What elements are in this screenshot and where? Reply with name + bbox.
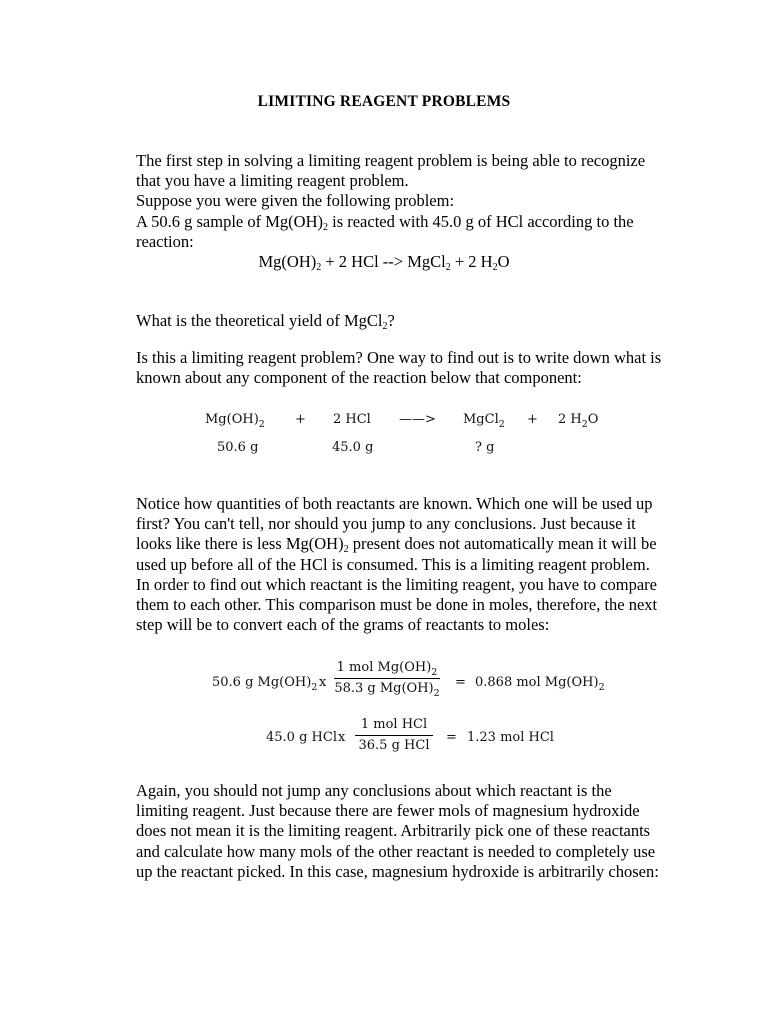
- product-h2o: 2 $H_2O$: [558, 412, 599, 430]
- quantity-mgoh2: 50.6 g: [217, 440, 259, 455]
- conversion-left: 45.0 g HCl: [266, 730, 337, 745]
- reactant-hcl: 2 HCl: [333, 412, 371, 427]
- paragraph-line: them to each other. This comparison must be done in moles, therefore, the next: [136, 595, 658, 615]
- quantity-mgcl2: ? g: [475, 440, 495, 455]
- fraction-numerator: 1 mol $Mg(OH)_2$: [336, 660, 438, 678]
- fraction-bar: [355, 735, 433, 736]
- paragraph-line: does not mean it is the limiting reagent. Arbitrarily pick one of these reactants: [136, 821, 651, 841]
- fraction-denominator: 58.3 g $Mg(OH)_2$: [334, 681, 440, 699]
- plus-sign: +: [295, 412, 306, 427]
- page-title: LIMITING REAGENT PROBLEMS: [257, 93, 511, 110]
- conversion-left: 50.6 g $Mg(OH)_2$: [212, 675, 318, 693]
- intro-line: that you have a limiting reagent problem.: [136, 171, 409, 191]
- paragraph-line: limiting reagent. Just because there are fewer mols of magnesium hydroxide: [136, 801, 640, 821]
- intro-line: A 50.6 g sample of $Mg(OH)_2$ is reacted with 45.0 g of HCl according to the: [136, 211, 634, 233]
- intro-line: The first step in solving a limiting reagent problem is being able to recognize: [136, 151, 646, 170]
- question-paragraph: [136, 311, 676, 331]
- equals-sign: =: [446, 730, 457, 745]
- again-paragraph: [136, 781, 676, 882]
- fraction-numerator: 1 mol HCl: [360, 717, 428, 732]
- multiply-sign: x: [319, 675, 327, 690]
- reaction-arrow: ——>: [399, 412, 436, 427]
- paragraph-line: Again, you should not jump any conclusions about which reactant is the: [136, 781, 612, 800]
- intro-line: Suppose you were given the following problem:: [136, 191, 455, 211]
- conversion-result: 1.23 mol HCl: [467, 730, 554, 745]
- paragraph-line: Is this a limiting reagent problem? One way to find out is to write down what is: [136, 348, 662, 367]
- product-mgcl2: MgCl$_2$: [463, 412, 505, 430]
- paragraph-line: first? You can't tell, nor should you jump to any conclusions. Just because it: [136, 514, 636, 534]
- paragraph-line: known about any component of the reaction below that component:: [136, 368, 582, 388]
- paragraph-line: used up before all of the HCl is consumed. This is a limiting reagent problem.: [136, 554, 650, 574]
- reactant-mgoh2: $Mg(OH)_2$: [205, 412, 265, 430]
- notice-paragraph: [136, 494, 676, 635]
- paragraph-line: and calculate how many mols of the other reactant is needed to completely use: [136, 841, 656, 861]
- paragraph-line: In order to find out which reactant is the limiting reagent, you have to compare: [136, 574, 657, 594]
- fraction-denominator: 36.5 g HCl: [358, 738, 430, 753]
- paragraph-line: step will be to convert each of the grams of reactants to moles:: [136, 615, 550, 635]
- intro-paragraph: [136, 151, 676, 252]
- equals-sign: =: [455, 675, 466, 690]
- paragraph-line: looks like there is less $Mg(OH)_2$ present does not automatically mean it will be: [136, 534, 657, 556]
- paragraph-line: up the reactant picked. In this case, magnesium hydroxide is arbitrarily chosen:: [136, 861, 659, 881]
- conversion-fraction: [355, 717, 433, 753]
- conversion-result: 0.868 mol $Mg(OH)_2$: [475, 675, 605, 693]
- fraction-bar: [334, 678, 440, 679]
- intro-line: reaction:: [136, 231, 194, 251]
- quantity-hcl: 45.0 g: [332, 440, 374, 455]
- paragraph-line: Notice how quantities of both reactants are known. Which one will be used up: [136, 494, 653, 513]
- reaction-equation: $Mg(OH)_2 + 2$ HCl --> MgCl$_2$ + 2 $H_2O$: [258, 252, 510, 273]
- plus-sign: +: [527, 412, 538, 427]
- conversion-fraction: [334, 660, 440, 699]
- multiply-sign: x: [338, 730, 346, 745]
- question-line: What is the theoretical yield of MgCl$_2$?: [136, 311, 395, 332]
- is-limiting-paragraph: [136, 348, 676, 388]
